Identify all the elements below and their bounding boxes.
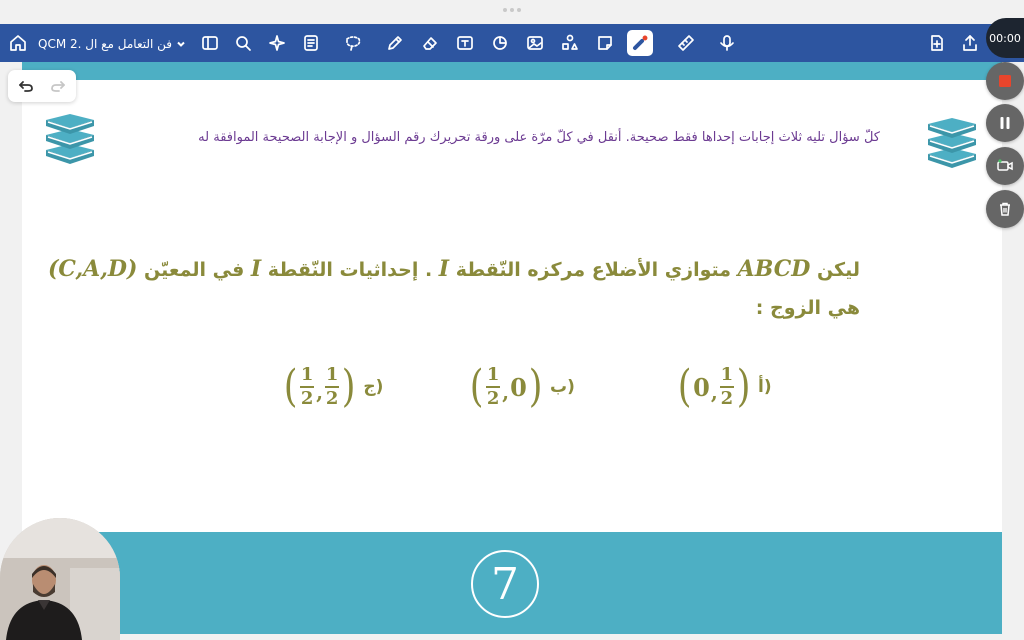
sparkle-icon[interactable] [264, 30, 290, 56]
stop-record-button[interactable] [986, 62, 1024, 100]
books-icon [922, 114, 982, 170]
notes-icon[interactable] [298, 30, 324, 56]
share-icon[interactable] [957, 30, 983, 56]
document-title-dropdown[interactable] [38, 35, 186, 53]
pause-record-button[interactable] [986, 104, 1024, 142]
pen-icon[interactable] [382, 30, 408, 56]
instruction-text: كلّ سؤال تليه ثلاث إجابات إحداها فقط صحيحة. أنقل في كلّ مرّة على ورقة تحريرك رقم السؤال و الإجابة الصحيحة الموافقة له [198, 130, 880, 145]
header-band [22, 62, 1002, 80]
trash-icon [996, 200, 1014, 218]
camera-toggle-button[interactable] [986, 147, 1024, 185]
choice-c[interactable]: ( $\frac{1}{2}$ , $\frac{1}{2}$ ) ج) [283, 361, 384, 412]
search-icon[interactable] [230, 30, 256, 56]
eraser-icon[interactable] [417, 30, 443, 56]
presenter-avatar [0, 518, 120, 640]
choice-b-label: ب) [550, 377, 575, 397]
elements-icon[interactable] [557, 30, 583, 56]
add-page-icon[interactable] [924, 30, 950, 56]
video-camera-icon [996, 157, 1014, 175]
question-number-badge: 7 [471, 550, 539, 618]
choice-b[interactable]: ( $\frac{1}{2}$ , 0 ) ب) [469, 361, 575, 412]
math-i: I [250, 256, 262, 282]
sticky-note-icon[interactable] [592, 30, 618, 56]
sidebar-icon[interactable] [197, 30, 223, 56]
math-abcd: ABCD [737, 256, 811, 282]
fraction: $\frac{1}{2}$ [720, 364, 734, 409]
undo-redo-panel [8, 70, 76, 102]
choice-a-label: أ) [758, 377, 772, 397]
choice-c-label: ج) [363, 377, 384, 397]
document-title: QCM فن التعامل مع ال .2 [38, 37, 173, 51]
home-icon[interactable] [5, 30, 31, 56]
fraction: $\frac{1}{2}$ [325, 364, 339, 409]
shapes-icon[interactable] [487, 30, 513, 56]
redo-icon[interactable] [47, 76, 69, 96]
laser-pointer-icon[interactable] [627, 30, 653, 56]
toolbar [0, 24, 1024, 62]
books-icon [40, 110, 100, 166]
undo-icon[interactable] [15, 76, 37, 96]
lasso-icon[interactable] [340, 30, 366, 56]
textbox-icon[interactable] [452, 30, 478, 56]
math-cad: (C,A,D) [47, 256, 138, 282]
image-icon[interactable] [522, 30, 548, 56]
microphone-icon[interactable] [708, 30, 746, 56]
webcam-preview[interactable] [0, 518, 120, 640]
math-i: I [438, 256, 450, 282]
discard-record-button[interactable] [986, 190, 1024, 228]
question-text [47, 250, 860, 327]
stop-icon [996, 72, 1014, 90]
window-grabber[interactable] [502, 8, 522, 12]
question-line-2: هي الزوج : [755, 297, 860, 319]
fraction: $\frac{1}{2}$ [300, 364, 314, 409]
recording-timer: 00:00 [986, 18, 1024, 58]
choice-a[interactable]: ( 0 , $\frac{1}{2}$ ) أ) [677, 361, 772, 412]
ruler-icon[interactable] [673, 30, 699, 56]
chevron-down-icon [176, 39, 186, 49]
fraction: $\frac{1}{2}$ [486, 364, 500, 409]
pause-icon [996, 114, 1014, 132]
question-line-1: ليكن ABCD متوازي الأضلاع مركزه النّقطة I . إحداثيات النّقطة I في المعيّن (C,A,D) [47, 256, 860, 282]
top-strip [0, 0, 1024, 24]
